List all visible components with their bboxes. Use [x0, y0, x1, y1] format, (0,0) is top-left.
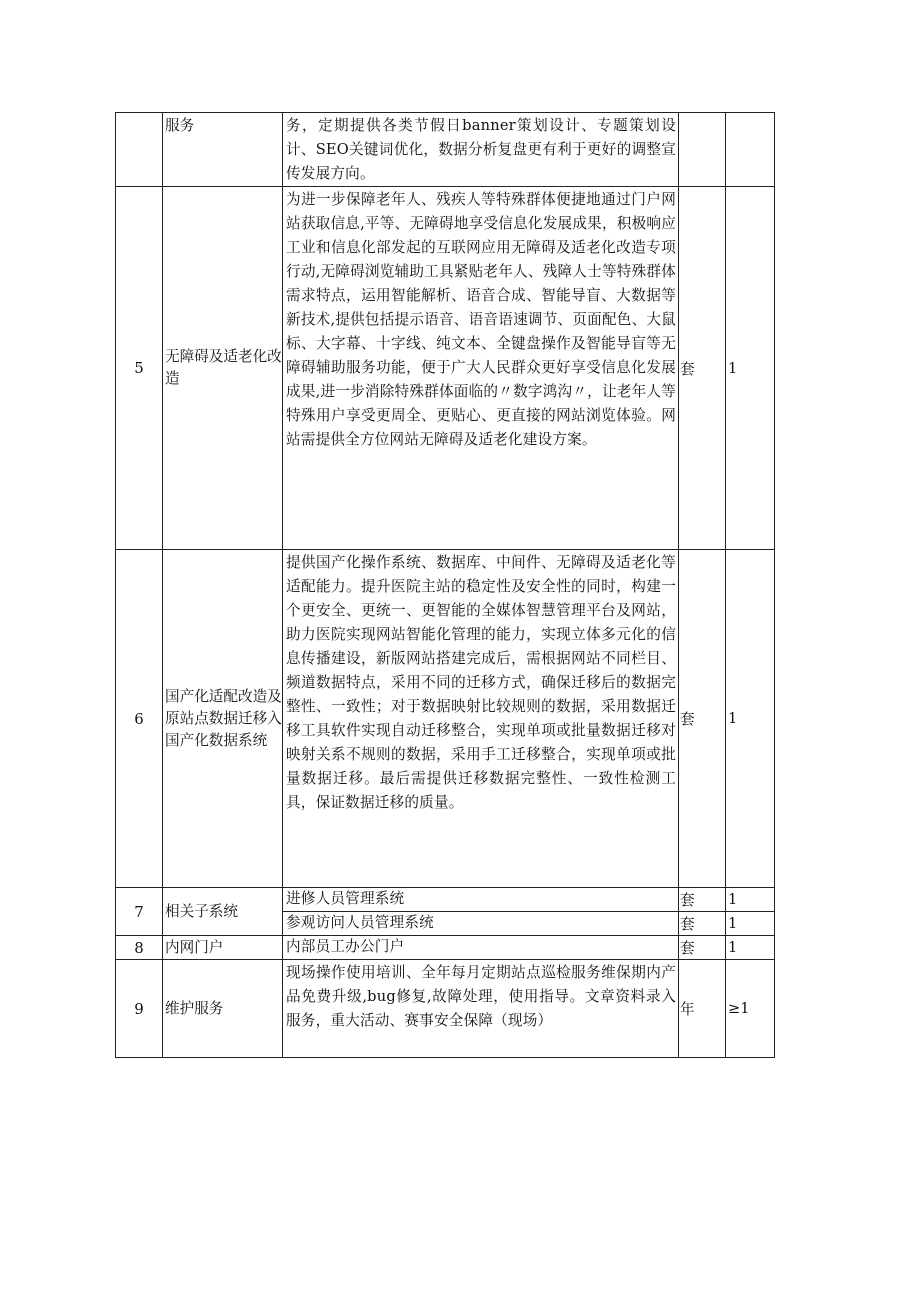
- item-description: 内部员工办公门户: [283, 936, 679, 960]
- table-row: [116, 888, 775, 912]
- row-number: 8: [116, 936, 163, 960]
- item-unit: 套: [679, 550, 726, 888]
- item-name: 内网门户: [163, 936, 283, 960]
- item-quantity: 1: [726, 936, 775, 960]
- row-number: 6: [116, 550, 163, 888]
- item-unit: 套: [679, 912, 726, 936]
- table-row: [116, 550, 775, 888]
- item-description: 为进一步保障老年人、残疾人等特殊群体便捷地通过门户网站获取信息,平等、无障碍地享受信息化发展成果，积极响应工业和信息化部发起的互联网应用无障碍及适老化改造专项行动,无障碍浏览辅助工具紧贴老年人、残障人士等特殊群体需求特点，运用智能解析、语音合成、智能导盲、大数据等新技术,提供包括提示语音、语音语速调节、页面配色、大鼠标、大字幕、十字线、纯文本、全键盘操作及智能导盲等无障碍辅助服务功能，便于广大人民群众更好享受信息化发展成果,进一步消除特殊群体面临的〃数字鸿沟〃，让老年人等特殊用户享受更周全、更贴心、更直接的网站浏览体验。网站需提供全方位网站无障碍及适老化建设方案。: [283, 187, 679, 550]
- table-row: [116, 936, 775, 960]
- spec-table: [115, 112, 775, 1058]
- row-number: [116, 113, 163, 187]
- item-description: 提供国产化操作系统、数据库、中间件、无障碍及适老化等适配能力。提升医院主站的稳定性及安全性的同时，构建一个更安全、更统一、更智能的全媒体智慧管理平台及网站，助力医院实现网站智能化管理的能力，实现立体多元化的信息传播建设，新版网站搭建完成后，需根据网站不同栏目、频道数据特点，采用不同的迁移方式，确保迁移后的数据完整性、一致性；对于数据映射比较规则的数据，采用数据迁移工具软件实现自动迁移整合，实现单项或批量数据迁移对映射关系不规则的数据，采用手工迁移整合，实现单项或批量数据迁移。最后需提供迁移数据完整性、一致性检测工具，保证数据迁移的质量。: [283, 550, 679, 888]
- item-description: 进修人员管理系统: [283, 888, 679, 912]
- table-row: [116, 960, 775, 1058]
- item-unit: 套: [679, 888, 726, 912]
- item-description: 现场操作使用培训、全年每月定期站点巡检服务维保期内产品免费升级,bug修复,故障处理，使用指导。文章资料录入服务，重大活动、赛事安全保障（现场）: [283, 960, 679, 1058]
- item-unit: [679, 113, 726, 187]
- item-name: 无障碍及适老化改造: [163, 187, 283, 550]
- row-number: 7: [116, 888, 163, 936]
- table-row: [116, 187, 775, 550]
- item-description: 参观访问人员管理系统: [283, 912, 679, 936]
- item-unit: 套: [679, 936, 726, 960]
- item-name: 维护服务: [163, 960, 283, 1058]
- item-name: 相关子系统: [163, 888, 283, 936]
- item-quantity: 1: [726, 912, 775, 936]
- item-quantity: 1: [726, 888, 775, 912]
- row-number: 9: [116, 960, 163, 1058]
- item-unit: 年: [679, 960, 726, 1058]
- item-name: 国产化适配改造及原站点数据迁移入国产化数据系统: [163, 550, 283, 888]
- item-description: 务，定期提供各类节假日banner策划设计、专题策划设计、SEO关键词优化，数据分析复盘更有利于更好的调整宣传发展方向。: [283, 113, 679, 187]
- item-quantity: 1: [726, 550, 775, 888]
- table-row: [116, 113, 775, 187]
- item-quantity: 1: [726, 187, 775, 550]
- item-quantity: ≥1: [726, 960, 775, 1058]
- item-unit: 套: [679, 187, 726, 550]
- item-quantity: [726, 113, 775, 187]
- row-number: 5: [116, 187, 163, 550]
- item-name: 服务: [163, 113, 283, 187]
